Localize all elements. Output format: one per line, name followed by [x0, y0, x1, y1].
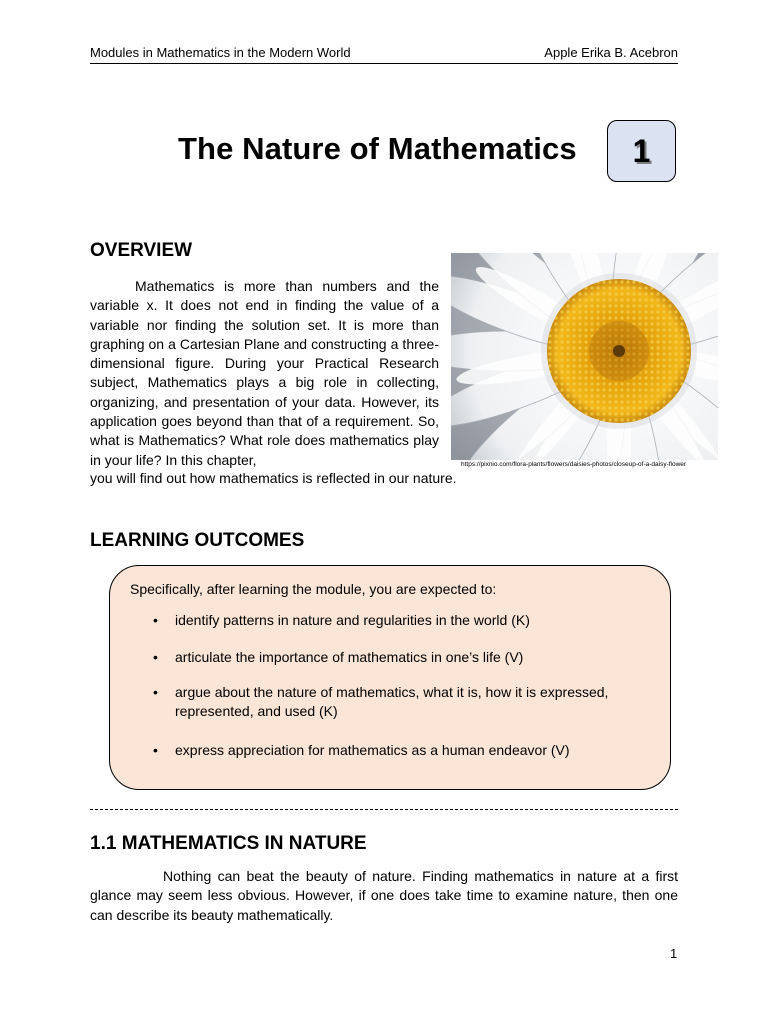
chapter-number-box [607, 120, 676, 182]
overview-paragraph-end: you will find out how mathematics is reflected in our nature. [90, 470, 457, 486]
section-1-1-text: Nothing can beat the beauty of nature. Finding mathematics in nature at a first glance may seem less obvious. However, if one does take time to examine nature, then one can describe its beauty mathematically. [90, 868, 678, 923]
learning-outcome-text: express appreciation for mathematics as a human endeavor (V) [175, 742, 570, 758]
page-header [90, 45, 678, 64]
overview-heading: OVERVIEW [90, 240, 193, 261]
chapter-title: The Nature of Mathematics [178, 131, 577, 166]
section-1-1-paragraph [90, 867, 678, 925]
bullet-icon: • [153, 742, 158, 758]
header-module-title: Modules in Mathematics in the Modern World [90, 45, 351, 60]
learning-outcome-item [153, 741, 655, 760]
header-author: Apple Erika B. Acebron [544, 45, 678, 60]
image-credit-url: https://pixnio.com/flora-plants/flowers/daisies-photos/closeup-of-a-daisy-flower [461, 461, 687, 468]
learning-outcome-text: argue about the nature of mathematics, what it is, how it is expressed, represented, and used (K) [175, 684, 609, 719]
learning-outcome-text: identify patterns in nature and regularities in the world (K) [175, 612, 530, 628]
page-number: 1 [670, 946, 678, 961]
bullet-icon: • [153, 684, 158, 700]
overview-paragraph [90, 277, 439, 470]
daisy-flower-image [451, 253, 718, 460]
learning-outcomes-intro: Specifically, after learning the module, you are expected to: [130, 581, 497, 597]
learning-outcome-item [153, 611, 655, 630]
section-divider [90, 809, 678, 810]
bullet-icon: • [153, 612, 158, 628]
overview-text: Mathematics is more than numbers and the variable x. It does not end in finding the value of a variable nor finding the solution set. It is more than graphing on a Cartesian Plane and constructing a three-dimensional figure. During your Practical Research subject, Mathematics plays a big role in collecting, organizing, and presentation of your data. However, its application goes beyond than that of a requirement. So, what is Mathematics? What role does mathematics play in your life? In this chapter, [90, 278, 439, 468]
chapter-number: 1 [632, 133, 651, 169]
bullet-icon: • [153, 649, 158, 665]
learning-outcomes-heading: LEARNING OUTCOMES [90, 530, 305, 551]
section-1-1-heading: 1.1 MATHEMATICS IN NATURE [90, 833, 367, 854]
learning-outcome-item [153, 648, 655, 667]
learning-outcome-text: articulate the importance of mathematics in one’s life (V) [175, 649, 524, 665]
learning-outcome-item [153, 683, 655, 721]
